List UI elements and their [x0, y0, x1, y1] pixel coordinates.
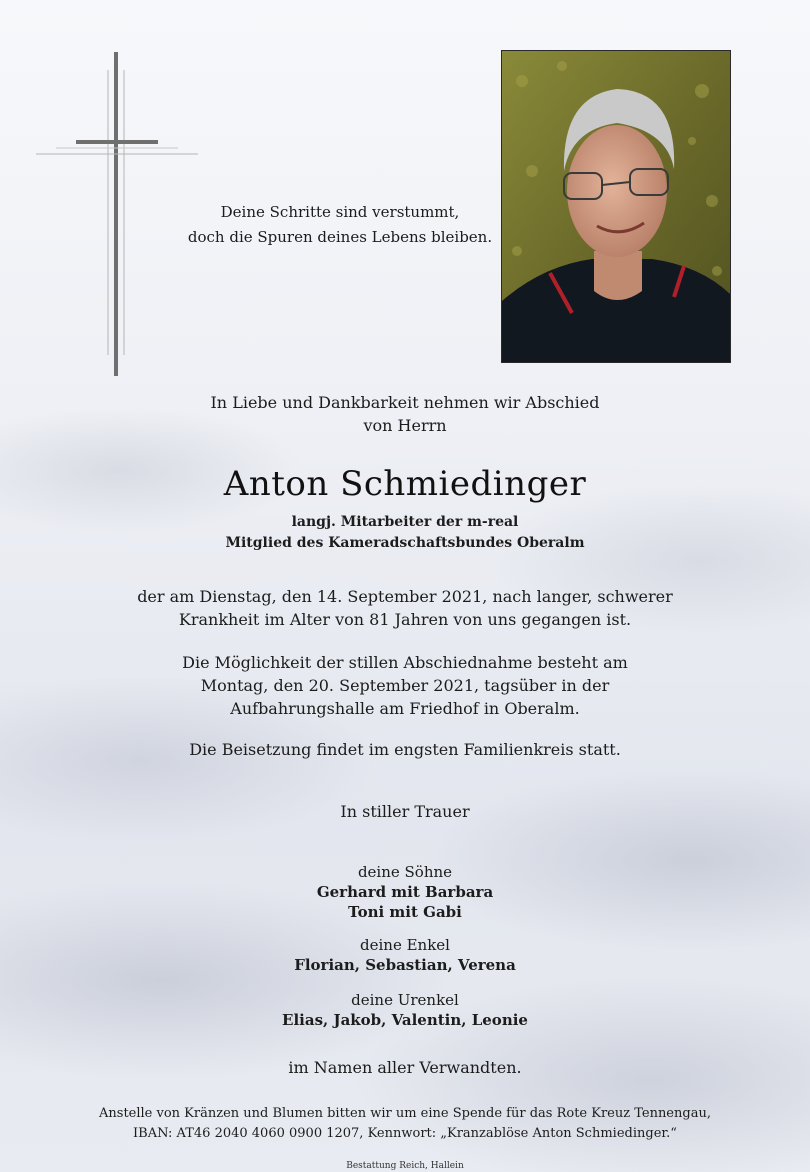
grandchildren-names: Florian, Sebastian, Verena	[294, 956, 516, 974]
deceased-name: Anton Schmiedinger	[223, 464, 587, 504]
undertaker-credit: Bestattung Reich, Hallein	[346, 1161, 464, 1171]
farewell-info	[0, 651, 810, 720]
intro-line-2: von Herrn	[363, 416, 447, 435]
death-line-1: der am Dienstag, den 14. September 2021, nach langer, schwerer	[137, 587, 673, 606]
burial-info: Die Beisetzung findet im engsten Familienkreis statt.	[189, 740, 621, 759]
verse-line-1: Deine Schritte sind verstummt,	[220, 203, 460, 221]
memorial-verse	[160, 200, 520, 250]
portrait-photo	[501, 50, 731, 363]
mourning-line: In stiller Trauer	[340, 802, 470, 821]
deceased-roles	[0, 512, 810, 554]
great-grandchildren-names: Elias, Jakob, Valentin, Leonie	[282, 1011, 528, 1029]
death-line-2: Krankheit im Alter von 81 Jahren von uns gegangen ist.	[178, 610, 632, 629]
closing-line: im Namen aller Verwandten.	[288, 1058, 522, 1077]
family-grandchildren	[0, 935, 810, 975]
sons-label: deine Söhne	[357, 863, 453, 881]
intro-line-1: In Liebe und Dankbarkeit nehmen wir Abschied	[210, 393, 600, 412]
intro-text	[0, 391, 810, 437]
role-line-2: Mitglied des Kameradschaftsbundes Oberalm	[225, 535, 585, 551]
donation-line-1: Anstelle von Kränzen und Blumen bitten wir um eine Spende für das Rote Kreuz Tennengau,	[99, 1106, 711, 1121]
farewell-line-1: Die Möglichkeit der stillen Abschiednahme besteht am	[182, 653, 628, 672]
donation-notice	[0, 1104, 810, 1144]
farewell-line-2: Montag, den 20. September 2021, tagsüber in der	[200, 676, 610, 695]
family-sons	[0, 862, 810, 922]
sons-name-1: Gerhard mit Barbara	[316, 883, 494, 901]
great-grandchildren-label: deine Urenkel	[351, 991, 459, 1009]
donation-line-2: IBAN: AT46 2040 4060 0900 1207, Kennwort: „Kranzablöse Anton Schmiedinger.“	[133, 1126, 677, 1141]
family-great-grandchildren	[0, 990, 810, 1030]
role-line-1: langj. Mitarbeiter der m-real	[291, 514, 519, 530]
death-notice	[0, 585, 810, 631]
sons-name-2: Toni mit Gabi	[348, 903, 462, 921]
verse-line-2: doch die Spuren deines Lebens bleiben.	[187, 228, 493, 246]
grandchildren-label: deine Enkel	[360, 936, 450, 954]
farewell-line-3: Aufbahrungshalle am Friedhof in Oberalm.	[230, 699, 580, 718]
